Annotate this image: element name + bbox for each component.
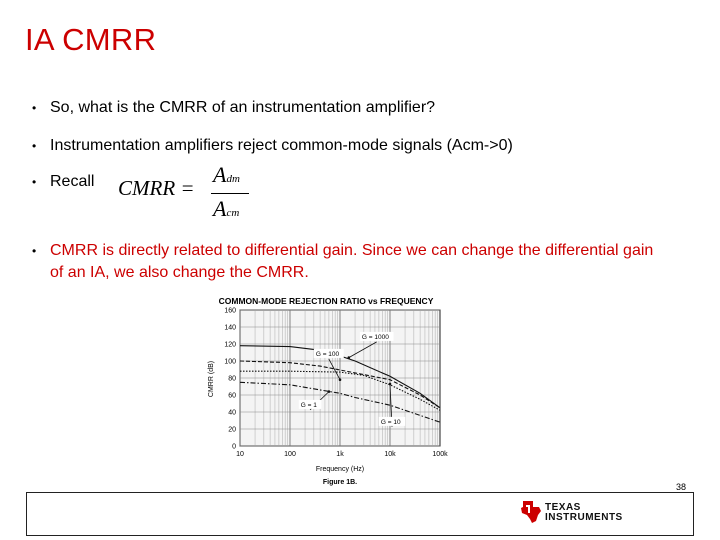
bullet-text: Recall: [50, 173, 95, 190]
bullet-text: CMRR is directly related to differential gain. Since we can change the differential gain of an IA, we also change the CMRR.: [50, 242, 654, 281]
chart-grid: [240, 310, 440, 446]
numerator-main: A: [213, 162, 227, 187]
x-tick-label: 100k: [432, 451, 448, 458]
y-tick-label: 80: [228, 375, 236, 383]
y-tick-label: 120: [224, 341, 236, 349]
denominator-main: A: [213, 196, 227, 221]
bullet-text: Instrumentation amplifiers reject common-mode signals (Acm->0): [50, 137, 513, 154]
ti-state-icon: [519, 499, 543, 525]
x-tick-label: 10: [236, 451, 244, 458]
chart-title: COMMON-MODE REJECTION RATIO vs FREQUENCY: [218, 296, 434, 306]
annotation-arrowhead: [339, 378, 342, 381]
logo-line-2: INSTRUMENTS: [545, 512, 623, 523]
fraction-bar: [211, 193, 249, 194]
y-tick-label: 0: [232, 443, 236, 451]
annotation-arrowhead: [389, 383, 392, 386]
equation-fraction: [211, 162, 249, 226]
x-tick-label: 10k: [384, 451, 396, 458]
equation-numerator: [213, 162, 240, 188]
y-tick-label: 100: [224, 358, 236, 366]
slide-footer: [26, 492, 694, 536]
bullet-dot: •: [32, 139, 37, 153]
bullet-text: So, what is the CMRR of an instrumentation amplifier?: [50, 99, 436, 116]
y-tick-label: 20: [228, 426, 236, 434]
chart-y-axis-label: CMRR (dB): [208, 360, 215, 398]
cmrr-equation: [118, 162, 258, 226]
slide-title: IA CMRR: [25, 22, 157, 57]
bullet-dot: •: [32, 175, 37, 189]
annotation-arrowhead: [328, 390, 331, 393]
y-tick-label: 40: [228, 409, 236, 417]
texas-instruments-logo: [519, 499, 659, 529]
y-tick-label: 60: [228, 392, 236, 400]
logo-line-1: TEXAS: [545, 502, 581, 513]
annotation-label: G = 10: [380, 418, 401, 426]
annotation-label: G = 1000: [361, 333, 389, 341]
chart-caption: Figure 1B.: [322, 479, 358, 486]
chart-svg: [200, 293, 468, 489]
chart-x-axis-label: Frequency (Hz): [315, 466, 365, 473]
bullet-dot: •: [32, 101, 37, 115]
x-tick-label: 1k: [336, 451, 344, 458]
bullet-dot: •: [32, 244, 37, 258]
y-tick-label: 140: [224, 324, 236, 332]
y-tick-label: 160: [224, 307, 236, 315]
equation-denominator: [213, 196, 239, 222]
page-number: 38: [676, 482, 687, 492]
equation-lhs: CMRR =: [118, 176, 195, 200]
denominator-subscript: cm: [226, 207, 240, 219]
annotation-label: G = 1: [300, 401, 317, 409]
numerator-subscript: dm: [226, 173, 240, 185]
x-tick-label: 100: [284, 451, 296, 458]
annotation-arrowhead: [348, 356, 351, 359]
cmrr-frequency-chart: [200, 293, 468, 489]
annotation-label: G = 100: [315, 350, 340, 358]
